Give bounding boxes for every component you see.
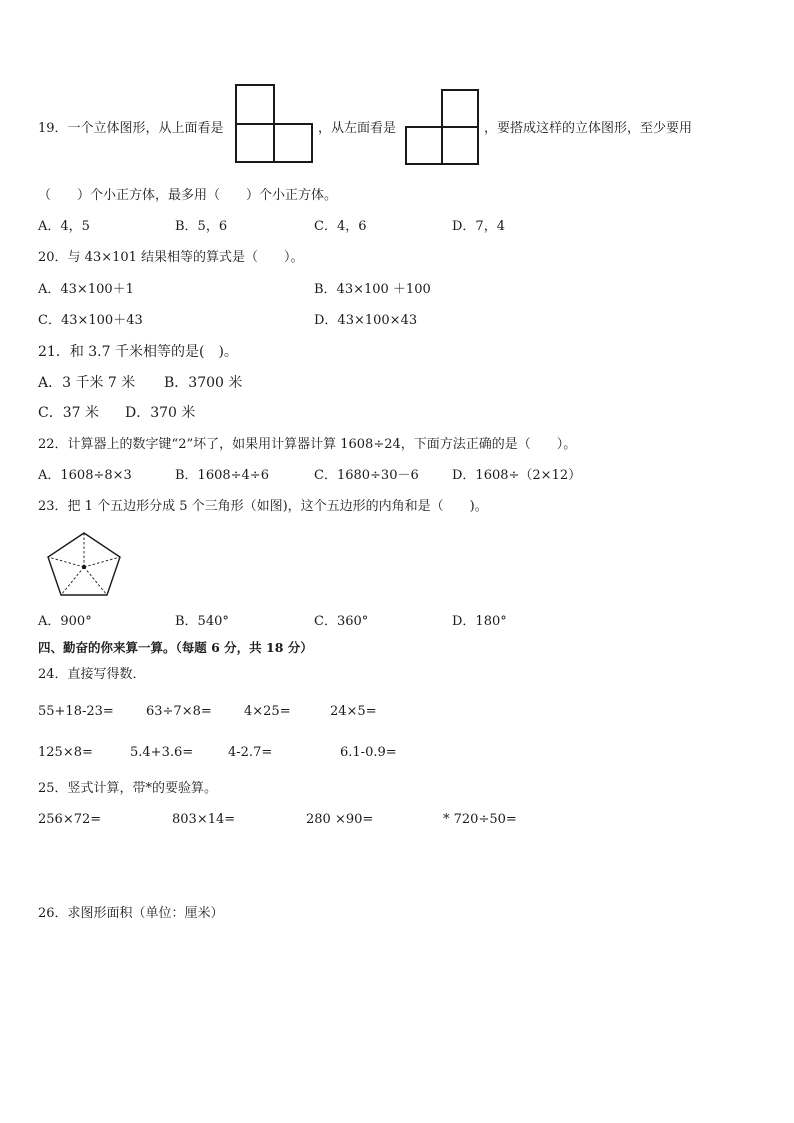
q24-item: 6.1-0.9= bbox=[340, 745, 397, 760]
q23-option-a[interactable]: A．900° bbox=[38, 614, 92, 629]
q22-option-b[interactable]: B．1608÷4÷6 bbox=[175, 468, 269, 483]
q25-item: 256×72= bbox=[38, 812, 102, 827]
q26-stem: 26．求图形面积（单位：厘米） bbox=[38, 906, 224, 921]
q19-option-d[interactable]: D．7，4 bbox=[452, 219, 505, 234]
q24-stem: 24．直接写得数． bbox=[38, 667, 146, 682]
q22-stem: 22．计算器上的数字键“2”坏了，如果用计算器计算 1608÷24，下面方法正确的是（ ）。 bbox=[38, 437, 577, 452]
q25-item: 280 ×90= bbox=[306, 812, 374, 827]
q24-item: 125×8= bbox=[38, 745, 93, 760]
q23-stem: 23．把 1 个五边形分成 5 个三角形（如图)，这个五边形的内角和是（ )。 bbox=[38, 499, 488, 514]
q24-item: 55+18-23= bbox=[38, 704, 114, 719]
q24-item: 63÷7×8= bbox=[146, 704, 212, 719]
q22-option-d[interactable]: D．1608÷（2×12） bbox=[452, 468, 582, 483]
q20-option-c[interactable]: C．43×100＋43 bbox=[38, 313, 143, 328]
q21-option-c[interactable]: C．37 米 bbox=[38, 405, 99, 421]
section-heading: 四、勤奋的你来算一算。（每题 6 分，共 18 分） bbox=[38, 640, 313, 655]
q19-option-b[interactable]: B．5，6 bbox=[175, 219, 228, 234]
q25-item: 803×14= bbox=[172, 812, 236, 827]
q19-stem-part2: ，从左面看是 bbox=[318, 121, 397, 136]
q25-item: * 720÷50= bbox=[443, 812, 517, 827]
q22-option-c[interactable]: C．1680÷30－6 bbox=[314, 468, 419, 483]
q21-stem: 21．和 3.7 千米相等的是( )。 bbox=[38, 344, 238, 360]
pentagon-figure bbox=[46, 531, 122, 597]
q23-option-b[interactable]: B．540° bbox=[175, 614, 229, 629]
q19-stem-part1: 19．一个立体图形，从上面看是 bbox=[38, 121, 224, 136]
q22-option-a[interactable]: A．1608÷8×3 bbox=[38, 468, 132, 483]
q20-stem: 20．与 43×101 结果相等的算式是（ ）。 bbox=[38, 250, 304, 265]
q20-option-b[interactable]: B．43×100 ＋100 bbox=[314, 282, 431, 297]
q24-item: 4-2.7= bbox=[228, 745, 273, 760]
q21-option-d[interactable]: D．370 米 bbox=[125, 405, 196, 421]
q25-stem: 25．竖式计算，带*的要验算。 bbox=[38, 781, 218, 796]
q20-option-d[interactable]: D．43×100×43 bbox=[314, 313, 418, 328]
q24-item: 4×25= bbox=[244, 704, 291, 719]
q21-option-a[interactable]: A．3 千米 7 米 bbox=[38, 375, 136, 391]
left-view-figure bbox=[405, 89, 479, 165]
q19-stem-line2: （ ）个小正方体，最多用（ ）个小正方体。 bbox=[38, 188, 338, 203]
top-view-figure bbox=[235, 84, 313, 164]
q23-option-d[interactable]: D．180° bbox=[452, 614, 507, 629]
q21-option-b[interactable]: B．3700 米 bbox=[164, 375, 243, 391]
q24-item: 5.4+3.6= bbox=[130, 745, 194, 760]
q24-item: 24×5= bbox=[330, 704, 377, 719]
q20-option-a[interactable]: A．43×100＋1 bbox=[38, 282, 134, 297]
q23-option-c[interactable]: C．360° bbox=[314, 614, 369, 629]
q19-option-c[interactable]: C．4，6 bbox=[314, 219, 367, 234]
q19-option-a[interactable]: A．4，5 bbox=[38, 219, 90, 234]
q19-stem-part3: ，要搭成这样的立体图形，至少要用 bbox=[484, 121, 693, 136]
